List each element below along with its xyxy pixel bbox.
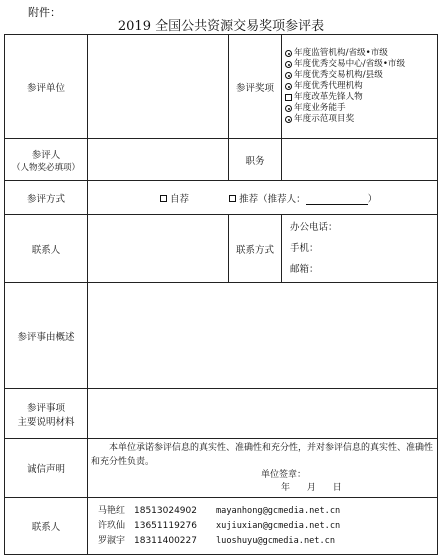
summary-row [5, 283, 438, 389]
person-input[interactable] [88, 139, 229, 181]
self-checkbox-icon[interactable] [160, 195, 167, 202]
contact-row [5, 215, 438, 283]
contact-label: 联系人 [5, 215, 88, 283]
unit-row [5, 35, 438, 139]
person-row [5, 139, 438, 181]
unit-label: 参评单位 [5, 35, 88, 139]
liaison-row [5, 498, 438, 555]
recommender-input[interactable] [306, 195, 368, 205]
recommend-label: 推荐（推荐人： [239, 193, 306, 205]
person-label: 参评人 （人物奖必填项） [5, 139, 88, 181]
award-option[interactable]: 年度业务能手 [285, 103, 434, 114]
award-option[interactable]: 年度改革先锋人物 [285, 92, 434, 103]
summary-label: 参评事由概述 [5, 283, 88, 389]
contact-method-fields [282, 215, 438, 283]
recommend-checkbox-icon[interactable] [229, 195, 236, 202]
attachment-label: 附件： [28, 6, 61, 19]
radio-icon [285, 105, 292, 112]
method-row [5, 181, 438, 215]
radio-icon [285, 83, 292, 90]
person-note: （人物奖必填项） [11, 162, 80, 173]
liaison-item: 许玖仙 13651119276 xujiuxian@gcmedia.net.cn [98, 520, 341, 531]
liaison-item: 马艳红 18513024902 mayanhong@gcmedia.net.cn [98, 505, 341, 516]
materials-label: 参评事项 主要说明材料 [5, 389, 88, 439]
award-option[interactable]: 年度示范项目奖 [285, 114, 434, 125]
materials-input[interactable] [88, 389, 438, 439]
position-input[interactable] [282, 139, 438, 181]
award-option[interactable]: 年度优秀交易中心/省级•市级 [285, 59, 434, 70]
integrity-statement [88, 439, 438, 498]
award-options [282, 35, 438, 139]
position-label: 职务 [229, 139, 282, 181]
radio-icon [285, 116, 292, 123]
office-phone-field[interactable]: 办公电话： [290, 222, 338, 233]
checkbox-icon [285, 94, 292, 101]
integrity-label: 诚信声明 [5, 439, 88, 498]
mobile-field[interactable]: 手机： [290, 243, 319, 254]
unit-input[interactable] [88, 35, 229, 139]
integrity-row [5, 439, 438, 498]
award-option[interactable]: 年度优秀交易机构/县级 [285, 70, 434, 81]
integrity-text: 本单位承诺参评信息的真实性、准确性和充分性，并对参评信息的真实性、准确性和充分性负责。 [91, 443, 434, 467]
method-label: 参评方式 [5, 181, 88, 215]
award-option[interactable]: 年度监管机构/省级•市级 [285, 48, 434, 59]
liaison-list [88, 498, 438, 555]
materials-row [5, 389, 438, 439]
radio-icon [285, 61, 292, 68]
contact-method-label: 联系方式 [229, 215, 282, 283]
date-label: 年 月 日 [281, 483, 342, 493]
liaison-label: 联系人 [5, 498, 88, 555]
radio-icon [285, 72, 292, 79]
form-title: 2019 全国公共资源交易奖项参评表 [117, 19, 325, 34]
self-label: 自荐 [170, 193, 190, 205]
award-application-form [4, 34, 438, 555]
contact-input[interactable] [88, 215, 229, 283]
award-option[interactable]: 年度优秀代理机构 [285, 81, 434, 92]
radio-icon [285, 50, 292, 57]
summary-input[interactable] [88, 283, 438, 389]
sign-label: 单位签章： [261, 470, 307, 480]
liaison-item: 罗淑宇 18311400227 luoshuyu@gcmedia.net.cn [98, 535, 335, 546]
method-options: 自荐 推荐（推荐人： ） [88, 181, 438, 215]
email-field[interactable]: 邮箱： [290, 264, 319, 275]
award-label: 参评奖项 [229, 35, 282, 139]
